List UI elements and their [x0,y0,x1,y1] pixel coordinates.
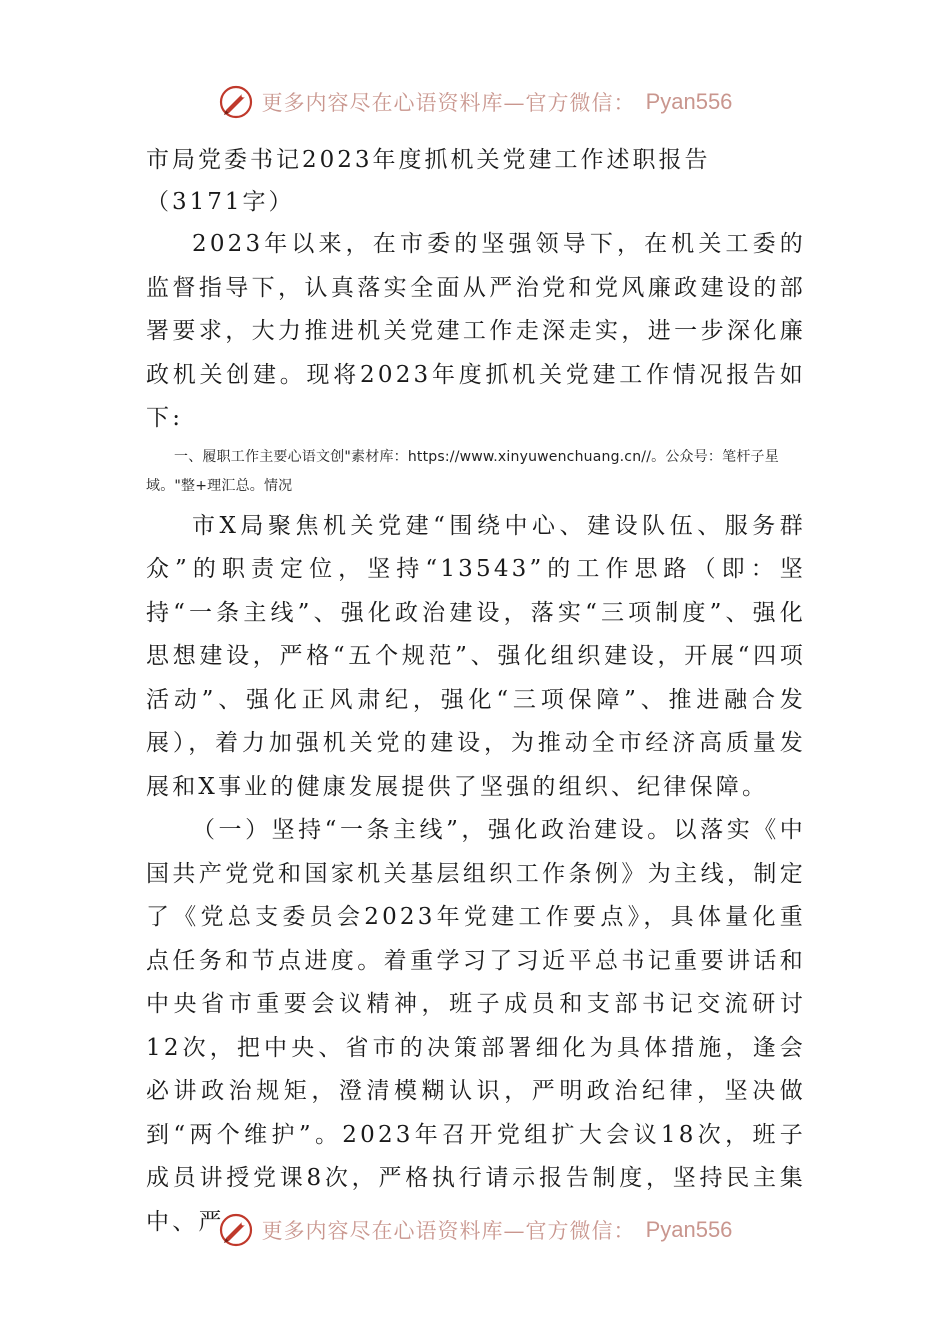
paragraph-political-building: （一）坚持“一条主线”，强化政治建设。以落实《中国共产党党和国家机关基层组织工作条例》为主线，制定了《党总支委员会2023年党建工作要点》，具体量化重点任务和节点进度。着重学习了习近平总书记重要讲话和中央省市重要会议精神，班子成员和支部书记交流研讨12次，把中央、省市的决策部署细化为具体措施，逢会必讲政治规矩，澄清模糊认识，严明政治纪律，坚决做到“两个维护”。2023年召开党组扩大会议18次，班子成员讲授党课8次，严格执行请示报告制度，坚持民主集中、严 [146,817,806,1235]
pen-logo-icon [218,84,254,120]
watermark-text: 更多内容尽在心语资料库—官方微信： [261,1219,636,1243]
watermark-banner-top [0,80,950,124]
watermark-text: 更多内容尽在心语资料库—官方微信： [261,91,636,115]
document-body [146,139,806,1244]
watermark-handle: Pyan556 [645,89,733,114]
watermark-handle: Pyan556 [645,1217,733,1242]
section-heading: 一、履职工作主要心语文创"素材库：https://www.xinyuwenchuang.cn//。公众号：笔杆子星域。"整+理汇总。情况 [146,448,779,494]
document-title: 市局党委书记2023年度抓机关党建工作述职报告（3171字） [146,147,711,215]
pen-logo-icon [218,1212,254,1248]
intro-paragraph: 2023年以来，在市委的坚强领导下，在机关工委的监督指导下，认真落实全面从严治党和党风廉政建设的部署要求，大力推进机关党建工作走深走实，进一步深化廉政机关创建。现将2023年度抓机关党建工作情况报告如下: [146,231,806,431]
paragraph-overview: 市X局聚焦机关党建“围绕中心、建设队伍、服务群众”的职责定位，坚持“13543”的工作思路（即：坚持“一条主线”、强化政治建设，落实“三项制度”、强化思想建设，严格“五个规范”、强化组织建设，开展“四项活动”、强化正风肃纪，强化“三项保障”、推进融合发展），着力加强机关党的建设，为推动全市经济高质量发展和X事业的健康发展提供了坚强的组织、纪律保障。 [146,512,806,800]
watermark-banner-bottom [0,1208,950,1252]
